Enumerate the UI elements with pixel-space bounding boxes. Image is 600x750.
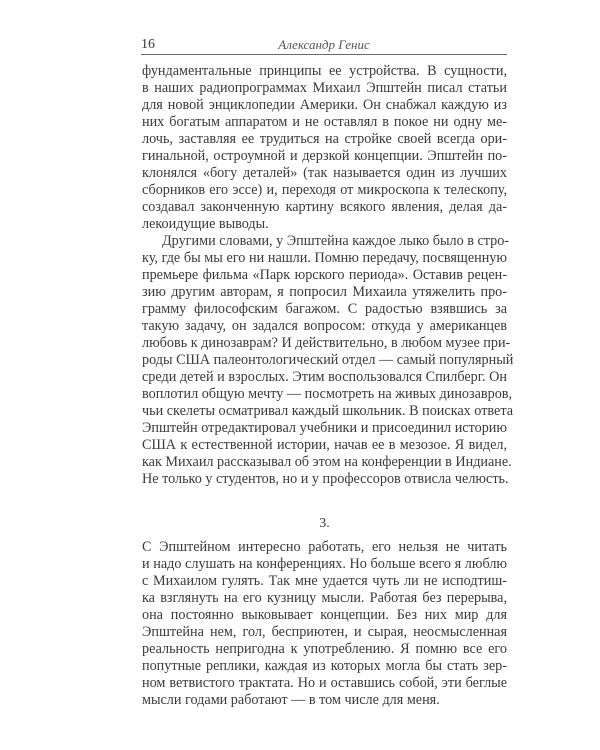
page-number: 16 (141, 37, 155, 52)
text-line: фундаментальные принципы ее устройства. В сущности, (142, 63, 507, 79)
text-line: воплотил общую мечту — посмотреть на живых динозавров, (142, 386, 513, 402)
text-line: с Михаилом гулять. Так мне удается чуть ли не исподтиш- (142, 573, 507, 589)
text-line: ном ветвистого трактата. Но и оставшись собой, эти беглые (142, 675, 507, 691)
text-line: и надо слушать на конференциях. Но больше всего я люблю (142, 556, 507, 572)
text-line: роды США палеонтологический отдел — самый популярный (142, 352, 514, 368)
text-line: клонялся «богу деталей» (так называется один из лучших (142, 165, 507, 181)
text-line: лочь, заставляя ее трудиться на стройке своей всегда ори- (142, 131, 507, 147)
text-line: в наших радиопрограммах Михаил Эпштейн писал статьи (142, 80, 507, 96)
text-line: ку, где бы мы его ни нашли. Помню передачу, посвященную (142, 250, 507, 266)
text-line: Эпштейна нем, гол, бесприютен, и сырая, неосмысленная (142, 624, 507, 640)
text-line: Не только у студентов, но и у профессоров отвисла челюсть. (142, 471, 509, 487)
text-line: любовь к динозаврам? И действительно, в любом музее при- (142, 335, 511, 351)
text-line: Другими словами, у Эпштейна каждое лыко было в стро- (162, 233, 510, 249)
text-line: как Михаил рассказывал об этом на конференции в Индиане. (142, 454, 512, 470)
text-line: создавал законченную картину всякого явления, делая да- (142, 199, 507, 215)
text-line: реальность непригодна к употреблению. Я помню все его (142, 641, 507, 657)
text-line: лекоидущие выводы. (142, 216, 269, 232)
text-line: сборников его эссе) и, переходя от микроскопа к телескопу, (142, 182, 507, 198)
text-line: мысли годами работают — в том числе для меня. (142, 692, 440, 708)
text-line: Эпштейн отредактировал учебники и присоединил историю (142, 420, 507, 436)
paragraph-1 (142, 63, 507, 233)
section-number: 3. (319, 516, 330, 531)
text-line: них богатым аппаратом и не оставлял в покое ни одну ме- (142, 114, 507, 130)
text-line: попутные реплики, каждая из которых могла бы стать зер- (142, 658, 507, 674)
text-line: для новой энциклопедии Америки. Он снабжал каждую из (142, 97, 507, 113)
text-line: гинальной, остроумной и дерзкой концепции. Эпштейн по- (142, 148, 507, 164)
text-line: чьи скелеты осматривал каждый школьник. В поисках ответа (142, 403, 513, 419)
text-line: грамму философским багажом. С радостью взявшись за (142, 301, 507, 317)
text-line: США к естественной истории, начав ее в мезозое. Я видел, (142, 437, 507, 453)
text-line: премьере фильма «Парк юрского периода». Оставив рецен- (142, 267, 507, 283)
running-header (141, 36, 507, 55)
text-line: зию другим авторам, я попросил Михаила утяжелить про- (142, 284, 507, 300)
text-line: она постоянно выковывает концепции. Без них мир для (142, 607, 507, 623)
text-line: ка взглянуть на его кузницу мысли. Работая без перерыва, (142, 590, 507, 606)
running-title: Александр Генис (278, 37, 370, 52)
text-line: такую задачу, он задался вопросом: откуда у американцев (142, 318, 507, 334)
paragraph-2 (142, 233, 514, 488)
text-line: среди детей и взрослых. Этим воспользовался Спилберг. Он (142, 369, 507, 385)
paragraph-3 (142, 539, 507, 709)
text-line: С Эпштейном интересно работать, его нельзя не читать (142, 539, 507, 555)
